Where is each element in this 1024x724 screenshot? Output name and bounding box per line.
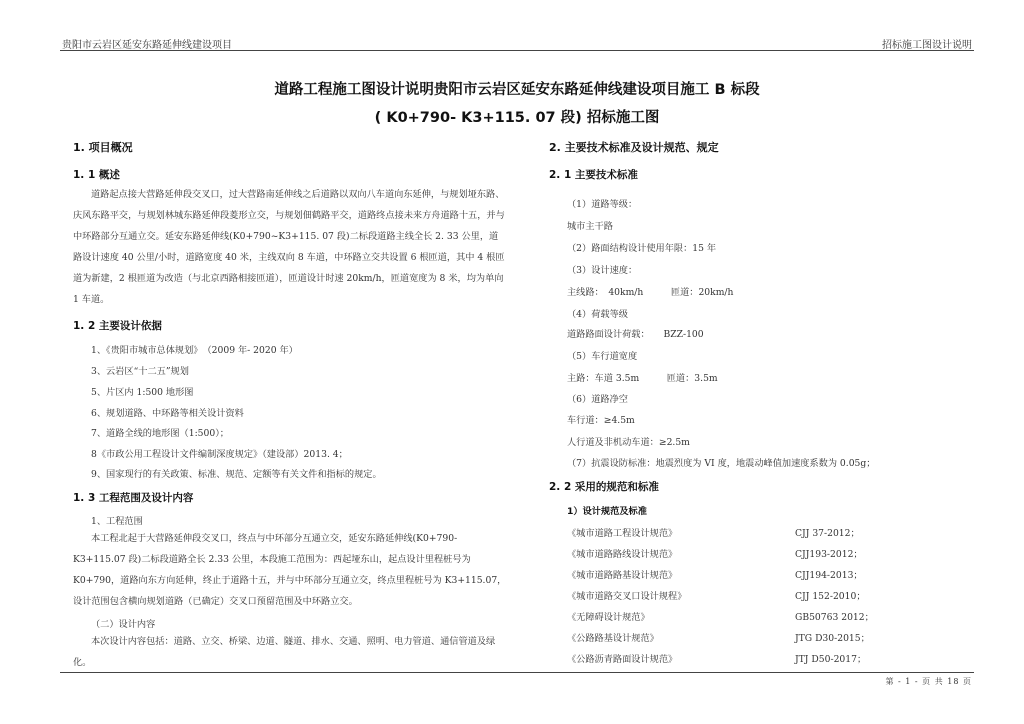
content-subheading: （二）设计内容 [91,619,156,630]
standards-subheading: 1）设计规范及标准 [567,506,647,517]
standard-code: CJJ 37-2012； [795,528,860,539]
standard-code: CJJ193-2012； [795,549,863,560]
standard-code: CJJ 152-2010； [795,591,866,602]
scope-paragraph: 本工程北起于大营路延伸段交叉口，终点与中环部分互通立交，延安东路延伸线(K0+790-K3+115.07 段)二标段道路全长 2.33 公里，本段施工范围为：西起垭东山，起点设计里程桩号为 K0+790，道路向东方向延伸，终止于道路十五，并与中环部分互通立交，终点里程桩号为 K3+115.07，设计范围包含横向规划道路（已确定）交叉口预留范围及中环路立交。 [73,533,507,607]
tech-standard-line: 城市主干路 [567,221,613,232]
overview-paragraph: 道路起点接大营路延伸段交叉口，过大营路南延伸线之后道路以双向八车道向东延伸，与规划垭东路、庆风东路平交，与规划林城东路延伸段菱形立交，与规划佃鹤路平交，道路终点接未来方舟道路十五，并与中环路部分互通立交。延安东路延伸线(K0+790~K3+115. 07 段)二标段道路主线全长 2. 33 公里，道路设计速度 40 公里/小时，道路宽度 40 米，主线双向 8 车道，中环路立交共设置 6 根匝道，其中 4 根匝道为新建，2 根匝道为改造（与北京西路相接匝道），匝道设计时速 20km/h，匝道宽度为 8 米，均为单向 1 车道。 [73,189,505,305]
standard-name: 《城市道路交叉口设计规程》 [567,591,687,602]
standard-name: 《无障碍设计规范》 [567,612,650,623]
footer-rule [60,672,974,673]
standard-name: 《城市道路路基设计规范》 [567,570,678,581]
tech-standard-line: 车行道：≥4.5m [567,415,635,426]
section-1-heading: 1. 项目概况 [73,141,133,154]
section-1-2-heading: 1. 2 主要设计依据 [73,320,162,332]
header-project-name: 贵阳市云岩区延安东路延伸线建设项目 [62,40,232,51]
standard-code: JTG D30-2015； [795,633,870,644]
tech-standard-line: （5）车行道宽度 [567,351,638,362]
section-1-1-heading: 1. 1 概述 [73,169,120,181]
standard-code: GB50763 2012； [795,612,874,623]
page-number: 第 - 1 - 页 共 18 页 [885,677,972,686]
doc-title-line2: ( K0+790- K3+115. 07 段) 招标施工图 [374,110,660,126]
basis-item: 9、国家现行的有关政策、标准、规范、定额等有关文件和指标的规定。 [91,469,382,480]
content-paragraph: 本次设计内容包括：道路、立交、桥梁、边道、隧道、排水、交通、照明、电力管道、通信管道及绿化。 [73,636,496,668]
tech-standard-line: 主线路： 40km/h 匝道：20km/h [567,287,734,298]
tech-standard-line: （2）路面结构设计使用年限：15 年 [567,243,717,254]
basis-item: 7、道路全线的地形图（1:500）； [91,428,229,439]
standard-name: 《公路沥青路面设计规范》 [567,654,678,665]
header-doc-type: 招标施工图设计说明 [882,40,972,51]
tech-standard-line: （4）荷载等级 [567,309,628,320]
standard-code: CJJ194-2013； [795,570,863,581]
tech-standard-line: （7）抗震设防标准：地震烈度为 VI 度，地震动峰值加速度系数为 0.05g； [567,458,876,469]
header-rule [60,50,974,51]
section-2-heading: 2. 主要技术标准及设计规范、规定 [549,141,719,154]
basis-item: 6、规划道路、中环路等相关设计资料 [91,408,244,419]
section-2-2-heading: 2. 2 采用的规范和标准 [549,481,659,493]
tech-standard-line: （3）设计速度： [567,265,638,276]
tech-standard-line: 道路路面设计荷载： BZZ-100 [567,329,704,340]
section-1-3-heading: 1. 3 工程范围及设计内容 [73,492,194,504]
basis-item: 8《市政公用工程设计文件编制深度规定》（建设部）2013. 4； [91,449,348,460]
standard-name: 《公路路基设计规范》 [567,633,659,644]
standard-name: 《城市道路工程设计规范》 [567,528,678,539]
tech-standard-line: 人行道及非机动车道：≥2.5m [567,437,690,448]
doc-title-line1: 道路工程施工图设计说明贵阳市云岩区延安东路延伸线建设项目施工 B 标段 [274,82,760,98]
standard-name: 《城市道路路线设计规范》 [567,549,678,560]
basis-item: 5、片区内 1:500 地形图 [91,387,194,398]
section-2-1-heading: 2. 1 主要技术标准 [549,169,638,181]
basis-item: 3、云岩区“十二五”规划 [91,366,189,377]
tech-standard-line: （1）道路等级： [567,199,638,210]
tech-standard-line: （6）道路净空 [567,394,628,405]
tech-standard-line: 主路：车道 3.5m 匝道：3.5m [567,373,718,384]
standard-code: JTJ D50-2017； [795,654,867,665]
basis-item: 1、《贵阳市城市总体规划》 （2009 年- 2020 年） [91,345,298,356]
scope-subheading: 1、工程范围 [91,516,143,527]
